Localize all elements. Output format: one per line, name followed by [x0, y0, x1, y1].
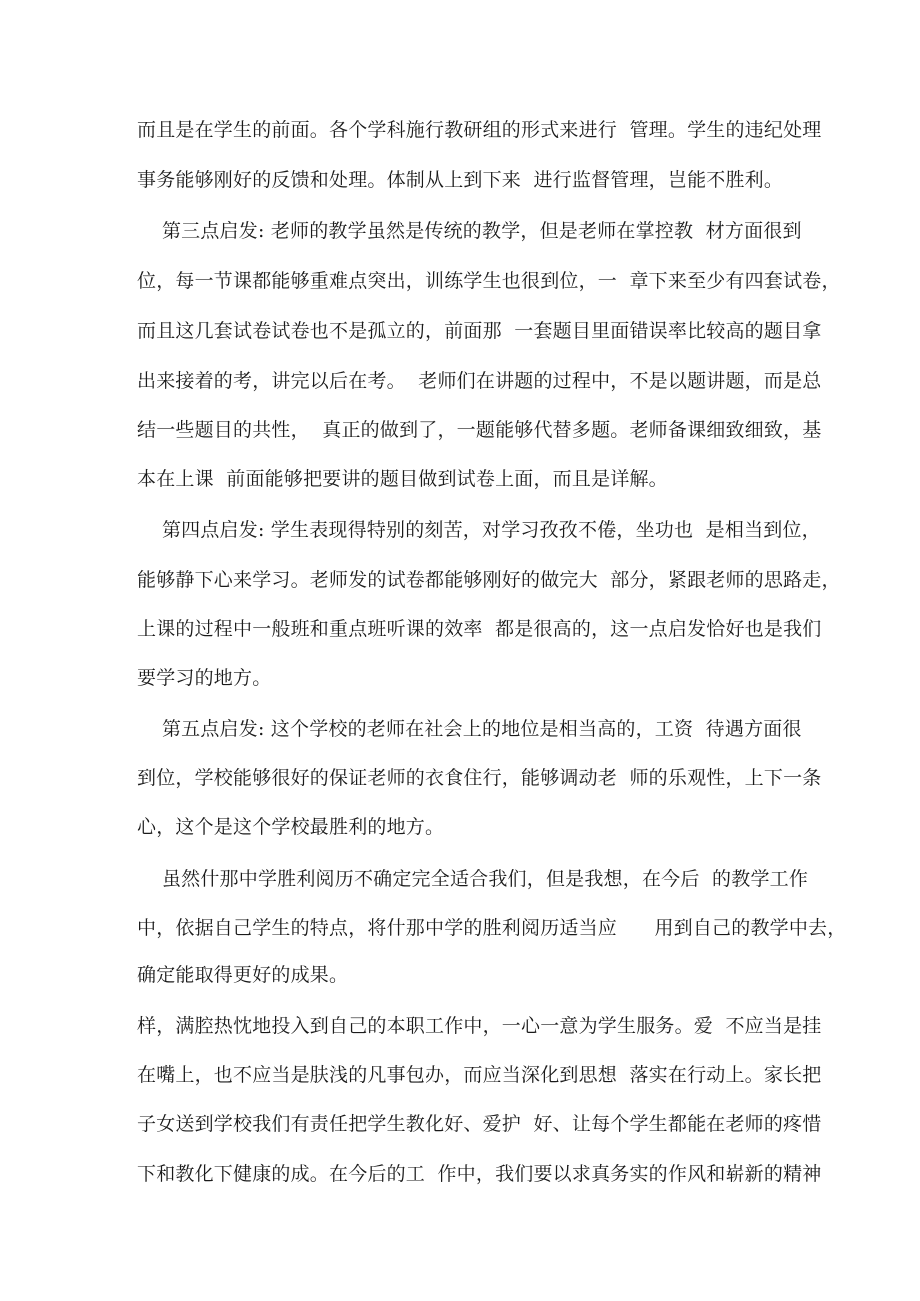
- text-line: 在嘴上，也不应当是肤浅的凡事包办，而应当深化到思想 落实在行动上。家长把: [137, 1064, 822, 1086]
- text-line: 第五点启发: 这个学校的老师在社会上的地位是相当高的，工资 待遇方面很: [137, 718, 802, 740]
- text-line: 第三点启发: 老师的教学虽然是传统的教学，但是老师在掌控教 材方面很到: [137, 220, 802, 242]
- text-line: 虽然什那中学胜利阅历不确定完全适合我们，但是我想，在今后 的教学工作: [137, 868, 809, 890]
- text-line: 要学习的地方。: [137, 667, 272, 689]
- text-line: 子女送到学校我们有责任把学生教化好、爱护 好、让每个学生都能在老师的疼惜: [137, 1113, 822, 1135]
- text-line: 位，每一节课都能够重难点突出，训练学生也很到位，一 章下来至少有四套试卷，: [137, 270, 841, 292]
- text-line: 样，满腔热忱地投入到自己的本职工作中，一心一意为学生服务。爱 不应当是挂: [137, 1015, 822, 1037]
- text-line: 本在上课 前面能够把要讲的题目做到试卷上面，而且是详解。: [137, 468, 668, 490]
- text-line: 出来接着的考，讲完以后在考。 老师们在讲题的过程中，不是以题讲题，而是总: [137, 370, 822, 392]
- text-line: 上课的过程中一般班和重点班听课的效率 都是很高的，这一点启发恰好也是我们: [137, 618, 822, 640]
- text-line: 心，这个是这个学校最胜利的地方。: [137, 816, 445, 838]
- text-line: 下和教化下健康的成。在今后的工 作中，我们要以求真务实的作风和崭新的精神: [137, 1163, 822, 1185]
- text-line: 而且是在学生的前面。各个学科施行教研组的形式来进行 管理。学生的违纪处理: [137, 119, 822, 141]
- text-line: 到位，学校能够很好的保证老师的衣食住行，能够调动老 师的乐观性，上下一条: [137, 767, 822, 789]
- text-line: 中，依据自己学生的特点，将什那中学的胜利阅历适当应 用到自己的教学中去，: [137, 917, 847, 939]
- text-line: 而且这几套试卷试卷也不是孤立的，前面那 一套题目里面错误率比较高的题目拿: [137, 320, 822, 342]
- text-line: 确定能取得更好的成果。: [137, 964, 349, 986]
- text-line: 事务能够刚好的反馈和处理。体制从上到下来 进行监督管理，岂能不胜利。: [137, 169, 784, 191]
- text-line: 第四点启发: 学生表现得特别的刻苦，对学习孜孜不倦，坐功也 是相当到位，: [137, 519, 821, 541]
- text-line: 结一些题目的共性， 真正的做到了，一题能够代替多题。老师备课细致细致，基: [137, 419, 822, 441]
- text-line: 能够静下心来学习。老师发的试卷都能够刚好的做完大 部分，紧跟老师的思路走，: [137, 569, 841, 591]
